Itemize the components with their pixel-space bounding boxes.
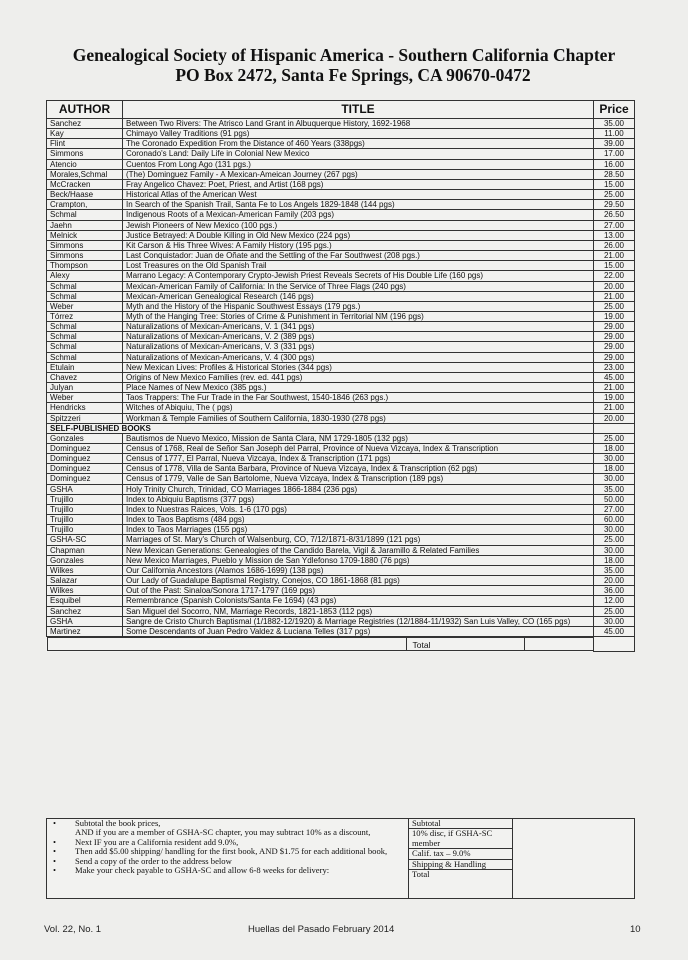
title-cell: Census of 1778, Villa de Santa Barbara, Province of Nueva Vizcaya, Index & Transcription (62 pgs)	[123, 464, 594, 474]
price-cell: 29.50	[594, 200, 635, 210]
table-row	[47, 342, 635, 352]
title-cell: Marrano Legacy: A Contemporary Crypto-Jewish Priest Reveals Secrets of His Double Life (160 pgs)	[123, 271, 594, 281]
author-cell: Dominguez	[47, 464, 123, 474]
price-cell: 26.50	[594, 210, 635, 220]
title-cell: Census of 1779, Valle de San Bartolome, Nueva Vizcaya, Index & Transcription (189 pgs)	[123, 474, 594, 484]
author-cell: Thompson	[47, 261, 123, 271]
calc-labels	[409, 819, 513, 899]
title-cell: Taos Trappers: The Fur Trade in the Far Southwest, 1540-1846 (263 pgs.)	[123, 393, 594, 403]
bullet-icon: •	[53, 865, 57, 876]
author-cell: Simmons	[47, 251, 123, 261]
total-row	[47, 636, 635, 651]
price-column-header: Price	[594, 101, 635, 119]
total-amount-field[interactable]	[525, 637, 594, 651]
title-cell: Last Conquistador: Juan de Oñate and the Settling of the Far Southwest (208 pgs.)	[123, 251, 594, 261]
title-cell: In Search of the Spanish Trail, Santa Fe to Los Angels 1829-1848 (144 pgs)	[123, 200, 594, 210]
title-cell: Indigenous Roots of a Mexican-American Family (203 pgs)	[123, 210, 594, 220]
price-cell: 45.00	[594, 372, 635, 382]
author-cell: Dominguez	[47, 474, 123, 484]
title-cell: Between Two Rivers: The Atrisco Land Grant in Albuquerque History, 1692-1968	[123, 119, 594, 129]
book-price-table	[46, 100, 635, 652]
author-cell: Weber	[47, 393, 123, 403]
title-cell: Sangre de Cristo Church Baptismal (1/1882-12/1920) & Marriage Registries (12/1884-11/1932) San Luis Valley, CO (165 pgs)	[123, 616, 594, 626]
table-header-row	[47, 101, 635, 119]
section-heading: SELF-PUBLISHED BOOKS	[47, 423, 594, 433]
table-row	[47, 190, 635, 200]
table-row	[47, 322, 635, 332]
author-cell: Trujillo	[47, 525, 123, 535]
price-cell: 29.00	[594, 342, 635, 352]
table-row	[47, 271, 635, 281]
table-row	[47, 474, 635, 484]
price-cell: 22.00	[594, 271, 635, 281]
instruction-item: • Next IF you are a California resident add 9.0%,	[53, 836, 239, 847]
bullet-icon: •	[53, 818, 57, 828]
price-cell: 27.00	[594, 504, 635, 514]
table-row	[47, 210, 635, 220]
price-cell: 21.00	[594, 403, 635, 413]
author-cell: Dominguez	[47, 444, 123, 454]
author-cell: Alexy	[47, 271, 123, 281]
price-cell: 30.00	[594, 545, 635, 555]
table-row	[47, 515, 635, 525]
title-cell: Lost Treasures on the Old Spanish Trail	[123, 261, 594, 271]
price-cell: 20.00	[594, 576, 635, 586]
price-cell: 20.00	[594, 413, 635, 423]
author-cell: Schmal	[47, 210, 123, 220]
table-row	[47, 220, 635, 230]
order-calculation	[46, 818, 635, 899]
total-label: Total	[407, 637, 525, 651]
page-number: 10	[630, 924, 641, 935]
price-cell: 50.00	[594, 494, 635, 504]
price-cell: 18.00	[594, 555, 635, 565]
price-cell: 26.00	[594, 240, 635, 250]
table-row	[47, 576, 635, 586]
table-row	[47, 433, 635, 443]
title-cell: Naturalizations of Mexican-Americans, V. 1 (341 pgs)	[123, 322, 594, 332]
empty-cell	[594, 423, 635, 433]
price-cell: 45.00	[594, 626, 635, 636]
title-cell: Jewish Pioneers of New Mexico (100 pgs.)	[123, 220, 594, 230]
table-row	[47, 119, 635, 129]
table-row	[47, 586, 635, 596]
author-cell: Simmons	[47, 240, 123, 250]
table-row	[47, 362, 635, 372]
price-cell: 25.00	[594, 433, 635, 443]
price-cell: 29.00	[594, 352, 635, 362]
table-row	[47, 179, 635, 189]
author-cell: Schmal	[47, 281, 123, 291]
table-row	[47, 444, 635, 454]
title-cell: Witches of Abiquiu, The ( pgs)	[123, 403, 594, 413]
author-cell: Salazar	[47, 576, 123, 586]
author-cell: Chavez	[47, 372, 123, 382]
table-row	[47, 565, 635, 575]
author-cell: Julyan	[47, 383, 123, 393]
price-cell: 20.00	[594, 281, 635, 291]
author-cell: Schmal	[47, 342, 123, 352]
title-cell: Myth of the Hanging Tree: Stories of Crime & Punishment in Territorial NM (196 pgs)	[123, 311, 594, 321]
title-cell: Historical Atlas of the American West	[123, 190, 594, 200]
price-cell: 15.00	[594, 179, 635, 189]
price-cell: 12.00	[594, 596, 635, 606]
author-cell: Schmal	[47, 352, 123, 362]
price-cell: 25.00	[594, 535, 635, 545]
author-cell: Martinez	[47, 626, 123, 636]
author-cell: GSHA-SC	[47, 535, 123, 545]
author-cell: Trujillo	[47, 515, 123, 525]
table-row	[47, 494, 635, 504]
table-row	[47, 291, 635, 301]
publication-date: Huellas del Pasado February 2014	[248, 924, 395, 935]
shipping-label: Shipping & Handling	[409, 860, 512, 870]
price-cell: 21.00	[594, 251, 635, 261]
title-cell: Myth and the History of the Hispanic Southwest Essays (179 pgs.)	[123, 301, 594, 311]
price-cell: 36.00	[594, 586, 635, 596]
table-row	[47, 525, 635, 535]
title-cell: New Mexican Lives: Profiles & Historical Stories (344 pgs)	[123, 362, 594, 372]
author-cell: GSHA	[47, 484, 123, 494]
calc-amounts[interactable]	[513, 819, 635, 899]
price-cell: 16.00	[594, 159, 635, 169]
author-cell: Schmal	[47, 332, 123, 342]
price-cell: 13.00	[594, 230, 635, 240]
title-cell: Workman & Temple Families of Southern California, 1830-1930 (278 pgs)	[123, 413, 594, 423]
price-cell: 27.00	[594, 220, 635, 230]
table-row	[47, 311, 635, 321]
author-cell: Morales,Schmal	[47, 169, 123, 179]
author-cell: Trujillo	[47, 504, 123, 514]
price-cell: 39.00	[594, 139, 635, 149]
book-rows	[47, 119, 635, 652]
title-cell: San Miguel del Socorro, NM, Marriage Records, 1821-1853 (112 pgs)	[123, 606, 594, 616]
author-cell: Esquibel	[47, 596, 123, 606]
title-cell: Index to Taos Marriages (155 pgs)	[123, 525, 594, 535]
title-column-header: TITLE	[123, 101, 594, 119]
title-cell: Naturalizations of Mexican-Americans, V. 4 (300 pgs)	[123, 352, 594, 362]
author-cell: Chapman	[47, 545, 123, 555]
title-cell: New Mexico Marriages, Pueblo y Mission de San Ydlefonso 1709-1880 (76 pgs)	[123, 555, 594, 565]
table-row	[47, 606, 635, 616]
table-row	[47, 332, 635, 342]
bullet-icon: •	[53, 855, 57, 866]
table-row	[47, 616, 635, 626]
author-cell: Trujillo	[47, 494, 123, 504]
price-cell: 35.00	[594, 119, 635, 129]
author-cell: Dominguez	[47, 454, 123, 464]
table-row	[47, 413, 635, 423]
table-row	[47, 596, 635, 606]
title-cell: Origins of New Mexico Families (rev. ed. 441 pgs)	[123, 372, 594, 382]
price-cell: 30.00	[594, 616, 635, 626]
page-title: Genealogical Society of Hispanic America - Southern California Chapter	[72, 45, 616, 65]
table-row	[47, 129, 635, 139]
title-cell: Place Names of New Mexico (385 pgs.)	[123, 383, 594, 393]
price-cell: 17.00	[594, 149, 635, 159]
author-cell: Melnick	[47, 230, 123, 240]
table-row	[47, 240, 635, 250]
price-cell: 15.00	[594, 261, 635, 271]
table-row	[47, 301, 635, 311]
title-cell: Mexican-American Genealogical Research (146 pgs)	[123, 291, 594, 301]
price-cell: 28.50	[594, 169, 635, 179]
title-cell: Coronado's Land: Daily Life in Colonial New Mexico	[123, 149, 594, 159]
table-row	[47, 383, 635, 393]
table-row	[47, 464, 635, 474]
total-spacer	[47, 637, 407, 651]
title-cell: Cuentos From Long Ago (131 pgs.)	[123, 159, 594, 169]
instruction-item: • Send a copy of the order to the address below	[53, 855, 232, 866]
order-instructions	[47, 819, 409, 899]
price-cell: 29.00	[594, 322, 635, 332]
author-cell: Gonzales	[47, 433, 123, 443]
table-row	[47, 545, 635, 555]
author-cell: Jaehn	[47, 220, 123, 230]
title-cell: Our California Ancestors (Alamos 1686-1699) (138 pgs)	[123, 565, 594, 575]
author-cell: Simmons	[47, 149, 123, 159]
price-cell: 30.00	[594, 525, 635, 535]
total-price-cell	[594, 636, 635, 651]
title-cell: Kit Carson & His Three Wives: A Family History (195 pgs.)	[123, 240, 594, 250]
price-cell: 18.00	[594, 444, 635, 454]
price-cell: 21.00	[594, 291, 635, 301]
tax-label: Calif. tax – 9.0%	[409, 849, 512, 859]
author-cell: Wilkes	[47, 586, 123, 596]
table-row	[47, 626, 635, 636]
author-cell: Etulain	[47, 362, 123, 372]
table-row	[47, 169, 635, 179]
table-row	[47, 139, 635, 149]
section-row	[47, 423, 635, 433]
table-row	[47, 403, 635, 413]
author-cell: Flint	[47, 139, 123, 149]
price-cell: 25.00	[594, 190, 635, 200]
title-cell: Naturalizations of Mexican-Americans, V. 3 (331 pgs)	[123, 342, 594, 352]
author-cell: McCracken	[47, 179, 123, 189]
author-cell: Sanchez	[47, 606, 123, 616]
title-cell: Naturalizations of Mexican-Americans, V. 2 (389 pgs)	[123, 332, 594, 342]
price-cell: 11.00	[594, 129, 635, 139]
table-row	[47, 261, 635, 271]
author-cell: Tórrez	[47, 311, 123, 321]
title-cell: Index to Taos Baptisms (484 pgs)	[123, 515, 594, 525]
title-cell: Fray Angelico Chavez: Poet, Priest, and Artist (168 pgs)	[123, 179, 594, 189]
author-cell: Schmal	[47, 291, 123, 301]
author-cell: Crampton,	[47, 200, 123, 210]
instruction-item: AND if you are a member of GSHA-SC chapter, you may subtract 10% as a discount,	[75, 827, 371, 838]
table-row	[47, 372, 635, 382]
table-row	[47, 504, 635, 514]
title-cell: Holy Trinity Church, Trinidad, CO Marriages 1866-1884 (236 pgs)	[123, 484, 594, 494]
volume-number: Vol. 22, No. 1	[44, 924, 102, 935]
table-row	[47, 200, 635, 210]
title-cell: New Mexican Generations: Genealogies of the Candido Barela, Vigil & Jaramillo & Related Families	[123, 545, 594, 555]
author-cell: Gonzales	[47, 555, 123, 565]
price-cell: 19.00	[594, 311, 635, 321]
table-row	[47, 251, 635, 261]
title-cell: Chimayo Valley Traditions (91 pgs)	[123, 129, 594, 139]
table-row	[47, 535, 635, 545]
title-cell: Census of 1768, Real de Señor San Joseph del Parral, Province of Nueva Vizcaya, Index & Transcription	[123, 444, 594, 454]
price-cell: 35.00	[594, 484, 635, 494]
price-cell: 18.00	[594, 464, 635, 474]
table-row	[47, 149, 635, 159]
price-cell: 23.00	[594, 362, 635, 372]
title-cell: Our Lady of Guadalupe Baptismal Registry, Conejos, CO 1861-1868 (81 pgs)	[123, 576, 594, 586]
bullet-icon: •	[53, 836, 57, 847]
title-cell: Justice Betrayed: A Double Killing in Old New Mexico (224 pgs)	[123, 230, 594, 240]
instruction-item: • Then add $5.00 shipping/ handling for the first book, AND $1.75 for each additional book,	[53, 846, 388, 857]
table-row	[47, 454, 635, 464]
price-cell: 25.00	[594, 606, 635, 616]
price-cell: 35.00	[594, 565, 635, 575]
author-cell: Hendricks	[47, 403, 123, 413]
instruction-item: • Make your check payable to GSHA-SC and allow 6-8 weeks for delivery:	[53, 865, 330, 876]
price-cell: 60.00	[594, 515, 635, 525]
title-cell: Index to Nuestras Raices, Vols. 1-6 (170 pgs)	[123, 504, 594, 514]
price-cell: 21.00	[594, 383, 635, 393]
table-row	[47, 555, 635, 565]
table-row	[47, 230, 635, 240]
title-cell: Some Descendants of Juan Pedro Valdez & Luciana Telles (317 pgs)	[123, 626, 594, 636]
title-cell: Census of 1777, El Parral, Nueva Vizcaya, Index & Transcription (171 pgs)	[123, 454, 594, 464]
instruction-item: • Subtotal the book prices,	[53, 818, 161, 828]
author-cell: Wilkes	[47, 565, 123, 575]
table-row	[47, 484, 635, 494]
author-cell: Sanchez	[47, 119, 123, 129]
table-row	[47, 281, 635, 291]
author-cell: Spitzzeri	[47, 413, 123, 423]
price-cell: 30.00	[594, 474, 635, 484]
price-cell: 19.00	[594, 393, 635, 403]
title-cell: Remembrance (Spanish Colonists/Santa Fe 1694) (43 pgs)	[123, 596, 594, 606]
title-cell: Index to Abiquiu Baptisms (377 pgs)	[123, 494, 594, 504]
author-column-header: AUTHOR	[47, 101, 123, 119]
author-cell: Weber	[47, 301, 123, 311]
table-row	[47, 393, 635, 403]
author-cell: Kay	[47, 129, 123, 139]
address-line: PO Box 2472, Santa Fe Springs, CA 90670-0472	[175, 65, 531, 85]
title-cell: The Coronado Expedition From the Distance of 460 Years (338pgs)	[123, 139, 594, 149]
bullet-icon: •	[53, 846, 57, 857]
table-row	[47, 352, 635, 362]
subtotal-label: Subtotal	[409, 819, 512, 829]
title-cell: Mexican-American Family of California: In the Service of Three Flags (240 pgs)	[123, 281, 594, 291]
author-cell: GSHA	[47, 616, 123, 626]
table-row	[47, 159, 635, 169]
grand-total-label: Total	[412, 869, 430, 880]
author-cell: Beck/Haase	[47, 190, 123, 200]
title-cell: Marriages of St. Mary's Church of Walsenburg, CO, 7/12/1871-8/31/1899 (121 pgs)	[123, 535, 594, 545]
title-cell: (The) Dominguez Family - A Mexican-Ameican Journey (267 pgs)	[123, 169, 594, 179]
title-cell: Out of the Past: Sinaloa/Sonora 1717-1797 (169 pgs)	[123, 586, 594, 596]
author-cell: Schmal	[47, 322, 123, 332]
price-cell: 29.00	[594, 332, 635, 342]
discount-label: 10% disc, if GSHA-SC member	[409, 829, 512, 849]
title-cell: Bautismos de Nuevo Mexico, Mission de Santa Clara, NM 1729-1805 (132 pgs)	[123, 433, 594, 443]
author-cell: Atencio	[47, 159, 123, 169]
price-cell: 25.00	[594, 301, 635, 311]
price-cell: 30.00	[594, 454, 635, 464]
